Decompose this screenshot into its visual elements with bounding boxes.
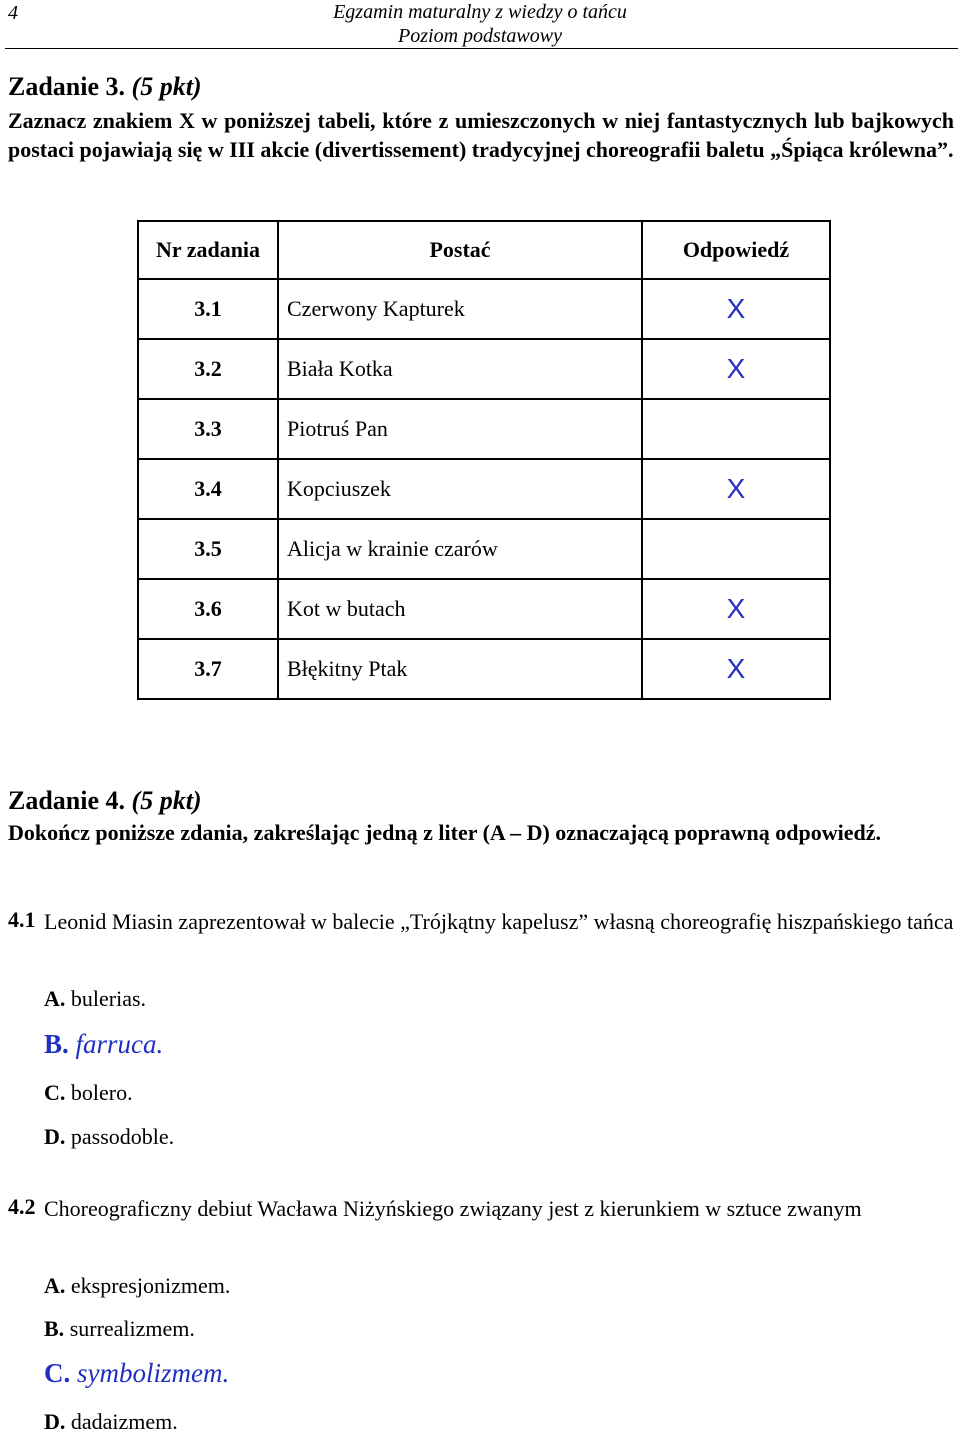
running-header [300, 0, 660, 48]
row-postac: Kopciuszek [278, 459, 642, 519]
answer-cell[interactable] [642, 339, 830, 399]
option-text: bolero. [70, 1080, 133, 1105]
row-postac: Czerwony Kapturek [278, 279, 642, 339]
task3-points: (5 pkt) [131, 72, 202, 101]
row-nr: 3.7 [138, 639, 278, 699]
question-4-2-text: Choreograficzny debiut Wacława Niżyńskiego związany jest z kierunkiem w sztuce zwanym [44, 1196, 862, 1221]
table-row [138, 519, 830, 579]
task4-title [8, 786, 202, 816]
row-nr: 3.6 [138, 579, 278, 639]
table-row [138, 579, 830, 639]
option-letter: C. [44, 1358, 71, 1388]
page-number: 4 [8, 2, 18, 24]
question-4-2-number: 4.2 [8, 1194, 36, 1219]
option-text: passodoble. [70, 1124, 175, 1149]
row-postac: Biała Kotka [278, 339, 642, 399]
table-header-row [138, 221, 830, 279]
option-text: farruca. [75, 1029, 164, 1059]
answer-cell[interactable] [642, 279, 830, 339]
row-nr: 3.4 [138, 459, 278, 519]
option-4-1-d[interactable] [44, 1123, 174, 1151]
option-text: dadaizmem. [70, 1409, 178, 1434]
question-4-1-text: Leonid Miasin zaprezentował w balecie „Trójkątny kapelusz” własną choreografię hiszpańskiego tańca [44, 909, 954, 934]
option-text: ekspresjonizmem. [70, 1273, 231, 1298]
option-text: bulerias. [70, 986, 147, 1011]
row-postac: Piotruś Pan [278, 399, 642, 459]
answer-cell[interactable] [642, 519, 830, 579]
table-row [138, 639, 830, 699]
header-postac: Postać [278, 221, 642, 279]
row-postac: Kot w butach [278, 579, 642, 639]
running-header-line1: Egzamin maturalny z wiedzy o tańcu [333, 1, 627, 23]
row-nr: 3.5 [138, 519, 278, 579]
answer-x-mark: X [726, 293, 746, 324]
option-letter: D. [44, 1124, 66, 1149]
task3-title-label: Zadanie 3. [8, 72, 126, 101]
running-header-line2: Poziom podstawowy [398, 25, 562, 47]
option-letter: B. [44, 1316, 65, 1341]
option-4-1-a[interactable] [44, 985, 146, 1013]
answer-cell[interactable] [642, 459, 830, 519]
option-text: surrealizmem. [69, 1316, 195, 1341]
answer-cell[interactable] [642, 639, 830, 699]
option-text: symbolizmem. [77, 1358, 230, 1388]
answer-x-mark: X [726, 473, 746, 504]
answer-x-mark: X [726, 653, 746, 684]
row-nr: 3.2 [138, 339, 278, 399]
answer-x-mark: X [726, 593, 746, 624]
answer-cell[interactable] [642, 399, 830, 459]
option-4-2-d[interactable] [44, 1408, 178, 1436]
question-4-1-number: 4.1 [8, 907, 36, 932]
table-row [138, 339, 830, 399]
header-divider [5, 48, 958, 49]
row-nr: 3.1 [138, 279, 278, 339]
row-postac: Alicja w krainie czarów [278, 519, 642, 579]
option-letter: A. [44, 1273, 66, 1298]
task3-title [8, 72, 202, 102]
answer-cell[interactable] [642, 579, 830, 639]
task4-points: (5 pkt) [131, 786, 202, 815]
option-4-2-c[interactable] [44, 1359, 229, 1387]
option-4-2-a[interactable] [44, 1272, 230, 1300]
task3-instruction: Zaznacz znakiem X w poniższej tabeli, które z umieszczonych w niej fantastycznych lub bajkowych postaci pojawiają się w III akcie (divertissement) tradycyjnej choreografii baletu „Śpiąca królewna”. [8, 108, 954, 162]
header-odpowiedz: Odpowiedź [642, 221, 830, 279]
row-nr: 3.3 [138, 399, 278, 459]
task4-title-label: Zadanie 4. [8, 786, 126, 815]
header-nr: Nr zadania [138, 221, 278, 279]
row-postac: Błękitny Ptak [278, 639, 642, 699]
task4-instruction: Dokończ poniższe zdania, zakreślając jedną z liter (A – D) oznaczającą poprawną odpowiedź. [8, 820, 882, 845]
option-4-2-b[interactable] [44, 1315, 195, 1343]
table-row [138, 399, 830, 459]
answer-x-mark: X [726, 353, 746, 384]
task3-answer-table [137, 220, 831, 700]
table-row [138, 459, 830, 519]
option-4-1-c[interactable] [44, 1079, 133, 1107]
table-row [138, 279, 830, 339]
option-letter: C. [44, 1080, 66, 1105]
option-letter: B. [44, 1029, 69, 1059]
option-letter: A. [44, 986, 66, 1011]
option-letter: D. [44, 1409, 66, 1434]
option-4-1-b[interactable] [44, 1030, 163, 1058]
